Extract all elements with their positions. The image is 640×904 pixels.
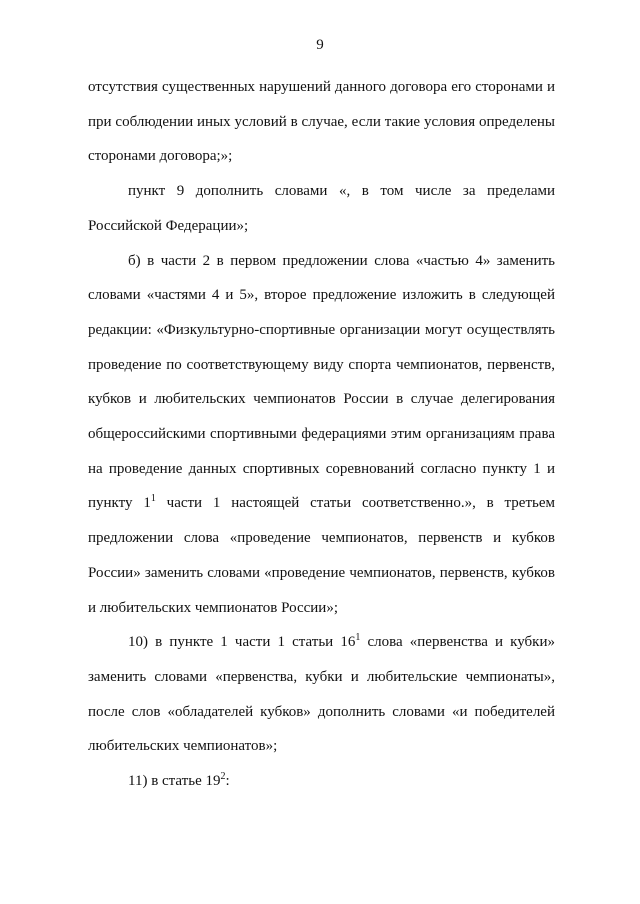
paragraph-item-10-text-2: слова «первенства и кубки» заменить словами «первенства, кубки и любительские чемпионаты», после слов «обладателей кубков» дополнить словами «и победителей любительских чемпионатов»; bbox=[88, 634, 555, 755]
page-number: 9 bbox=[316, 37, 324, 53]
paragraph-item-11 bbox=[88, 764, 555, 799]
superscript-1: 1 bbox=[150, 493, 156, 505]
superscript-2: 2 bbox=[220, 771, 226, 783]
paragraph-item-10 bbox=[88, 625, 555, 764]
paragraph-item-11-text-1: 11) в статье 19 bbox=[128, 773, 221, 790]
superscript-1: 1 bbox=[355, 632, 361, 644]
document-body bbox=[88, 70, 555, 799]
paragraph-item-10-text-1: 10) в пункте 1 части 1 статьи 16 bbox=[128, 634, 356, 651]
paragraph-subitem-b-text-1: б) в части 2 в первом предложении слова «частью 4» заменить словами «частями 4 и 5», второе предложение изложить в следующей редакции: «Физкультурно-спортивные организации могут осуществлять проведение по соответствующему виду спорта чемпионатов, первенств, кубков и любительских чемпионатов России в случае делегирования общероссийскими спортивными федерациями этим организациям права на проведение данных спортивных соревнований согласно пункту 1 и пункту 1 bbox=[88, 252, 555, 512]
paragraph-point-9: пункт 9 дополнить словами «, в том числе за пределами Российской Федерации»; bbox=[88, 183, 555, 234]
paragraph-subitem-b bbox=[88, 244, 555, 626]
paragraph-subitem-b-text-2: части 1 настоящей статьи соответственно.», в третьем предложении слова «проведение чемпионатов, первенств и кубков России» заменить словами «проведение чемпионатов, первенств, кубков и любительских чемпионатов России»; bbox=[88, 495, 555, 616]
paragraph-item-11-text-2: : bbox=[225, 773, 230, 790]
paragraph-continuation: отсутствия существенных нарушений данного договора его сторонами и при соблюдении иных условий в случае, если такие условия определены сторонами договора;»; bbox=[88, 79, 555, 165]
